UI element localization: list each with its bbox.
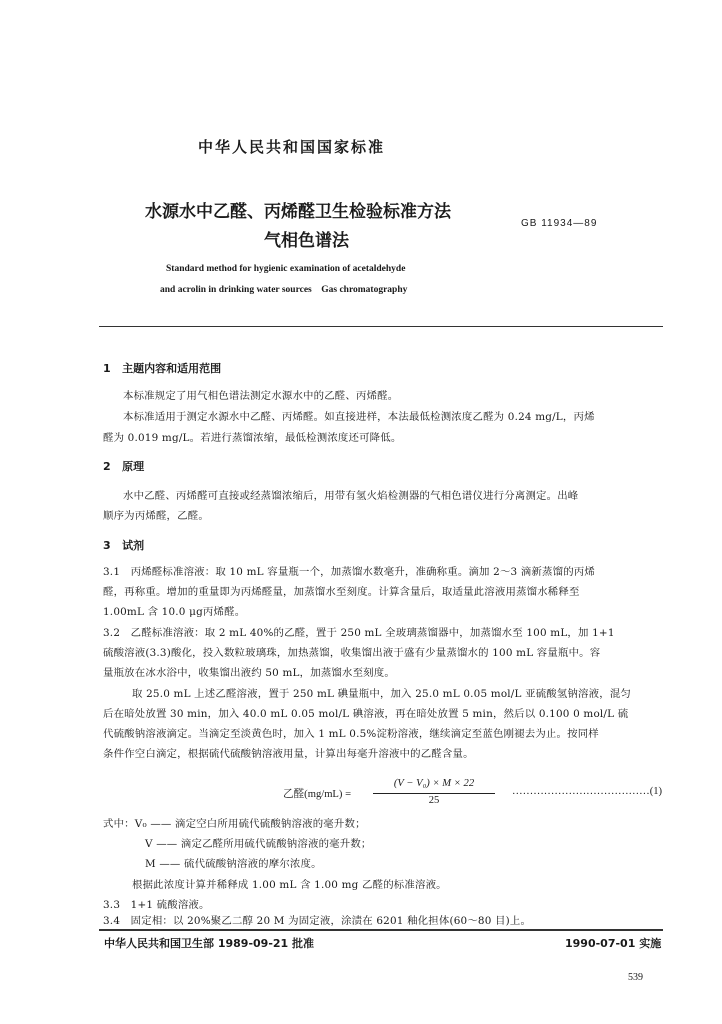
- section1-paragraph: 本标准规定了用气相色谱法测定水源水中的乙醛、丙烯醛。: [123, 390, 399, 402]
- clause-3-1: 3.1 丙烯醛标准溶液：取 10 mL 容量瓶一个，加蒸馏水数毫升，准确称重。滴加 2～3 滴新蒸馏的丙烯: [103, 566, 595, 578]
- english-title-line1: Standard method for hygienic examination of acetaldehyde: [166, 264, 406, 274]
- document-header: 中华人民共和国国家标准: [198, 138, 386, 156]
- implementation-date: 1990-07-01 实施: [565, 937, 662, 950]
- formula-lhs: 乙醛(mg/mL) =: [283, 789, 352, 800]
- formula-denominator: 25: [428, 795, 440, 806]
- standard-number: GB 11934—89: [521, 218, 598, 229]
- fraction-bar: [373, 793, 495, 794]
- titration-paragraph: 取 25.0 mL 上述乙醛溶液，置于 250 mL 碘量瓶中，加入 25.0 mL 0.05 mol/L 亚硫酸氢钠溶液，混匀: [132, 688, 632, 700]
- title-divider: [99, 326, 663, 327]
- english-title-line2: and acrolin in drinking water sources Gas chromatography: [160, 285, 408, 295]
- formula-numerator: (V − V₀) × M × 22: [393, 778, 475, 789]
- titration-paragraph: 后在暗处放置 30 min，加入 40.0 mL 0.05 mol/L 碘溶液，再在暗处放置 5 min，然后以 0.100 0 mol/L 硫: [103, 708, 629, 720]
- section1-paragraph: 本标准适用于测定水源水中乙醛、丙烯醛。如直接进样，本法最低检测浓度乙醛为 0.24 mg/L，丙烯: [123, 411, 595, 423]
- clause-3-2: 硫酸溶液(3.3)酸化，投入数粒玻璃珠，加热蒸馏，收集馏出液于盛有少量蒸馏水的 100 mL 容量瓶中。容: [103, 647, 601, 659]
- clause-3-2: 3.2 乙醛标准溶液：取 2 mL 40%的乙醛，置于 250 mL 全玻璃蒸馏器中，加蒸馏水至 100 mL，加 1+1: [103, 627, 615, 639]
- footer-divider: [99, 929, 663, 931]
- clause-3-3: 3.3 1+1 硫酸溶液。: [103, 899, 210, 911]
- dilution-note: 根据此浓度计算并稀释成 1.00 mL 含 1.00 mg 乙醛的标准溶液。: [132, 879, 447, 891]
- section1-heading: 1 主题内容和适用范围: [103, 362, 222, 375]
- titration-paragraph: 条件作空白滴定，根据硫代硫酸钠溶液用量，计算出每毫升溶液中的乙醛含量。: [103, 748, 474, 760]
- approval-info: 中华人民共和国卫生部 1989-09-21 批准: [104, 937, 315, 950]
- section2-paragraph: 顺序为丙烯醛，乙醛。: [103, 510, 209, 522]
- variable-definition: M —— 硫代硫酸钠溶液的摩尔浓度。: [145, 858, 322, 870]
- variable-definition: V —— 滴定乙醛所用硫代硫酸钠溶液的毫升数；: [145, 838, 372, 850]
- titration-paragraph: 代硫酸钠溶液滴定。当滴定至淡黄色时，加入 1 mL 0.5%淀粉溶液，继续滴定至蓝色刚褪去为止。按同样: [103, 728, 599, 740]
- clause-3-2: 量瓶放在冰水浴中，收集馏出液约 50 mL，加蒸馏水至刻度。: [103, 667, 395, 679]
- clause-3-4: 3.4 固定相：以 20%聚乙二醇 20 M 为固定液，涂渍在 6201 釉化担体(60～80 目)上。: [103, 915, 532, 927]
- clause-3-1: 1.00mL 含 10.0 μg丙烯醛。: [103, 606, 246, 618]
- page-number: 539: [628, 972, 643, 983]
- document-title-line2: 气相色谱法: [264, 231, 349, 251]
- variable-definition: 式中：V₀ —— 滴定空白所用硫代硫酸钠溶液的毫升数；: [103, 818, 366, 830]
- equation-number: …………………………………(1): [512, 786, 663, 797]
- clause-3-1: 醛，再称重。增加的重量即为丙烯醛量，加蒸馏水至刻度。计算含量后，取适量此溶液用蒸馏水稀释至: [103, 586, 580, 598]
- document-title-line1: 水源水中乙醛、丙烯醛卫生检验标准方法: [145, 202, 451, 222]
- section2-heading: 2 原理: [103, 460, 145, 473]
- section3-heading: 3 试剂: [103, 539, 145, 552]
- section1-paragraph: 醛为 0.019 mg/L。若进行蒸馏浓缩，最低检测浓度还可降低。: [103, 432, 402, 444]
- section2-paragraph: 水中乙醛、丙烯醛可直接或经蒸馏浓缩后，用带有氢火焰检测器的气相色谱仪进行分离测定。出峰: [123, 490, 579, 502]
